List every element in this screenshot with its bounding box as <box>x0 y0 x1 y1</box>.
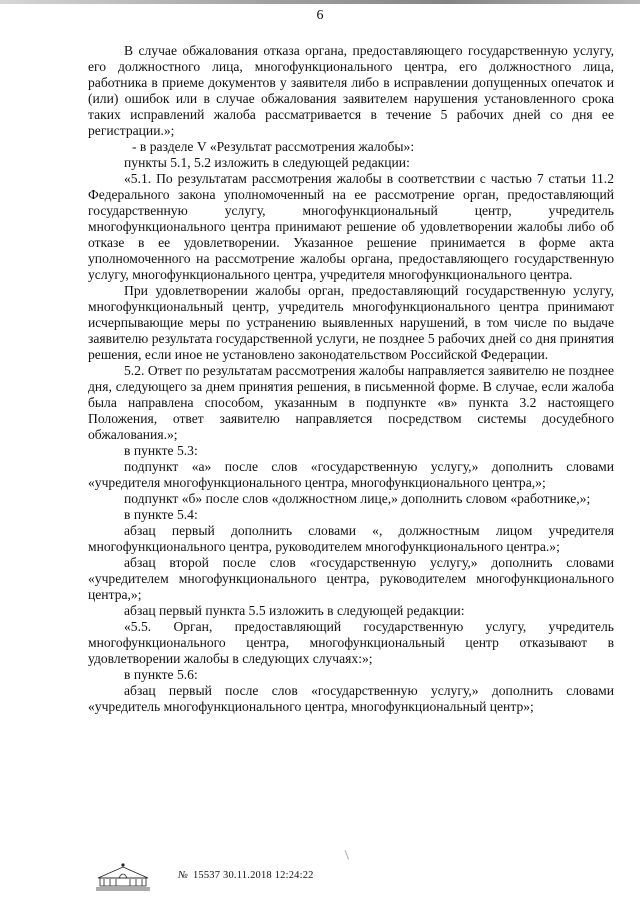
document-stamp <box>178 870 314 881</box>
paragraph-section-v: - в разделе V «Результат рассмотрения жалобы»: <box>132 139 415 154</box>
paragraph-appeal-deadline: В случае обжалования отказа органа, предоставляющего государственную услугу, его должностного лица, многофункционального центра, его должностного лица, работника в приеме документов у заявителя либо в исправлении допущенных опечаток и (или) ошибок или в случае обжалования заявителем нарушения установленного срока таких исправлений жалоба рассматривается в течение 5 рабочих дней со дня ее регистрации.»; <box>88 43 614 138</box>
paragraph-items-5-1-5-2: пункты 5.1, 5.2 изложить в следующей редакции: <box>124 155 410 170</box>
paragraph-item-5-5: абзац первый пункта 5.5 изложить в следующей редакции: <box>124 603 465 618</box>
paragraph-satisfaction: При удовлетворении жалобы орган, предоставляющий государственную услугу, многофункциональный центр, учредитель многофункционального центра принимают исчерпывающие меры по устранению выявленных нарушений, в том числе по выдаче заявителю результата государственной услуги, не позднее 5 рабочих дней со дня принятия решения, если иное не установлено законодательством Российской Федерации. <box>88 283 614 362</box>
number-sign: № <box>178 870 189 881</box>
paragraph-item-5-3: в пункте 5.3: <box>124 443 198 458</box>
document-footer <box>92 858 412 892</box>
paragraph-5-2: 5.2. Ответ по результатам рассмотрения жалобы направляется заявителю не позднее дня, следующего за днем принятия решения, в письменной форме. В случае, если жалоба была направлена способом, указанным в подпункте «в» пункта 3.2 настоящего Положения, ответ заявителю направляется посредством системы досудебного обжалования.»; <box>88 363 614 442</box>
paragraph-item-5-4: в пункте 5.4: <box>124 507 198 522</box>
paragraph-5-4-second: абзац второй после слов «государственную услугу,» дополнить словами «учредителем многофункционального центра, руководителем многофункционального центра,»; <box>88 555 614 602</box>
page-top-edge <box>0 0 640 4</box>
paragraph-subitem-b: подпункт «б» после слов «должностном лице,» дополнить словом «работнике,»; <box>124 491 591 506</box>
doc-number: 15537 <box>192 870 221 881</box>
doc-datetime: 30.11.2018 12:24:22 <box>223 870 314 881</box>
registry-building-icon <box>92 858 154 892</box>
paragraph-5-5: «5.5. Орган, предоставляющий государственную услугу, учредитель многофункционального центра, многофункциональный центр отказывают в удовлетворении жалобы в следующих случаях:»; <box>88 619 614 666</box>
paragraph-5-4-first: абзац первый дополнить словами «, должностным лицом учредителя многофункционального центра, руководителем многофункционального центра.»; <box>88 523 614 554</box>
paragraph-subitem-a: подпункт «а» после слов «государственную услугу,» дополнить словами «учредителя многофункционального центра, многофункционального центра,»; <box>88 459 614 490</box>
paragraph-5-6-first: абзац первый после слов «государственную услугу,» дополнить словами «учредитель многофункционального центра, многофункциональный центр»; <box>88 683 614 714</box>
page-number: 6 <box>316 8 324 23</box>
paragraph-5-1: «5.1. По результатам рассмотрения жалобы в соответствии с частью 7 статьи 11.2 Федерального закона уполномоченный на ее рассмотрение орган, предоставляющий государственную услугу, многофункциональный центр, учредитель многофункционального центра принимают решение об удовлетворении жалобы либо об отказе в ее удовлетворении. Указанное решение принимается в форме акта уполномоченного на рассмотрение жалобы органа, предоставляющего государственную услугу, многофункционального центра, учредителя многофункционального центра. <box>88 171 614 282</box>
paragraph-item-5-6: в пункте 5.6: <box>124 667 198 682</box>
document-body <box>88 43 614 715</box>
